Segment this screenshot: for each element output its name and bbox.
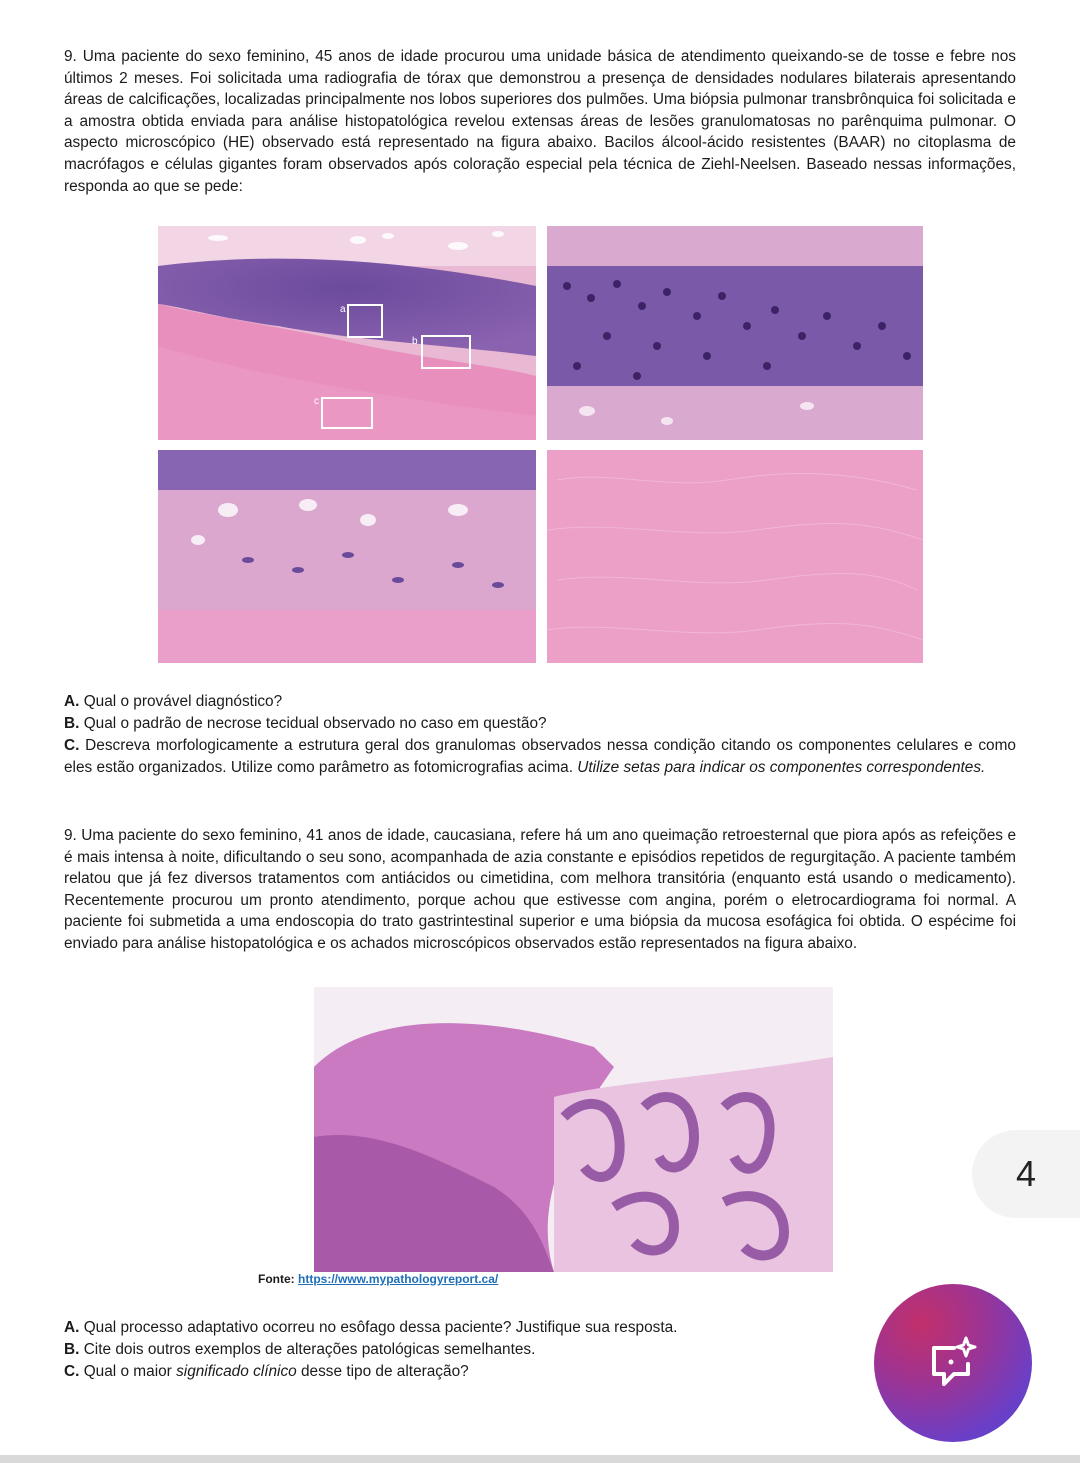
bottom-scroll-bar (0, 1455, 1080, 1463)
overview-label-b: b (412, 336, 418, 347)
q2-item-a: A. Qual processo adaptativo ocorreu no esôfago dessa paciente? Justifique sua resposta. (64, 1319, 678, 1336)
overview-image-drawing (158, 226, 536, 440)
histology-panel-b-image (158, 450, 536, 663)
histology-overview-image (158, 226, 536, 440)
panel-b-drawing (158, 450, 536, 663)
overview-label-a: a (340, 304, 346, 315)
question1-text: 9. Uma paciente do sexo feminino, 45 anos de idade procurou uma unidade básica de atendimento queixando-se de tosse e febre nos últimos 2 meses. Foi solicitada uma radiografia de tórax que demonstrou a presença de densidades nodulares bilaterais apresentando áreas de calcificações, localizadas principalmente nos lobos superiores dos pulmões. Uma biópsia pulmonar transbrônquica foi solicitada e a amostra obtida enviada para análise histopatológica revelou extensas áreas de lesões granulomatosas no parênquima pulmonar. O aspecto microscópico (HE) observado está representado na figura abaixo. Bacilos álcool-ácido resistentes (BAAR) no citoplasma de macrófagos e células gigantes foram observados após coloração especial pela técnica de Ziehl-Neelsen. Baseado nessas informações, responda ao que se pede: (64, 48, 1016, 195)
sparkle-chat-icon (924, 1334, 982, 1392)
overview-label-c: c (314, 396, 319, 407)
page-number: 4 (1015, 1153, 1037, 1194)
ai-assistant-button[interactable] (874, 1284, 1032, 1442)
figure-source: Fonte: https://www.mypathologyreport.ca/ (258, 1272, 499, 1286)
q1-item-b: B. Qual o padrão de necrose tecidual observado no caso em questão? (64, 715, 547, 732)
page-number-badge (972, 1130, 1080, 1218)
q1-item-c: C. Descreva morfologicamente a estrutura geral dos granulomas observados nessa condição citando os componentes celulares e como eles estão organizados. Utilize como parâmetro as fotomicrografias acima. Utilize setas para indicar os componentes correspondentes. (64, 737, 1016, 776)
panel-a-drawing (547, 226, 923, 440)
histology-panel-c-image (547, 450, 923, 663)
histology-panel-a-image (547, 226, 923, 440)
panel-c-drawing (547, 450, 923, 663)
q2-item-c: C. Qual o maior significado clínico desse tipo de alteração? (64, 1363, 469, 1380)
esophagus-image-drawing (314, 987, 833, 1272)
esophagus-histology-image (314, 987, 833, 1272)
question2-text: 9. Uma paciente do sexo feminino, 41 anos de idade, caucasiana, refere há um ano queimação retroesternal que piora após as refeições e é mais intensa à noite, dificultando o seu sono, acompanhada de azia constante e episódios repetidos de regurgitação. A paciente também relatou que já fez diversos tratamentos com antiácidos ou cimetidina, com melhora transitória (enquanto está usando o medicamento). Recentemente procurou um pronto atendimento, porque achou que estivesse com angina, porém o eletrocardiograma foi normal. A paciente foi submetida a uma endoscopia do trato gastrintestinal superior e uma biópsia da mucosa esofágica foi obtida. O espécime foi enviado para análise histopatológica e os achados microscópicos observados estão representados na figura abaixo. (64, 827, 1016, 952)
q2-item-b: B. Cite dois outros exemplos de alterações patológicas semelhantes. (64, 1341, 536, 1358)
q1-item-a: A. Qual o provável diagnóstico? (64, 693, 283, 710)
source-link[interactable]: https://www.mypathologyreport.ca/ (298, 1272, 499, 1286)
